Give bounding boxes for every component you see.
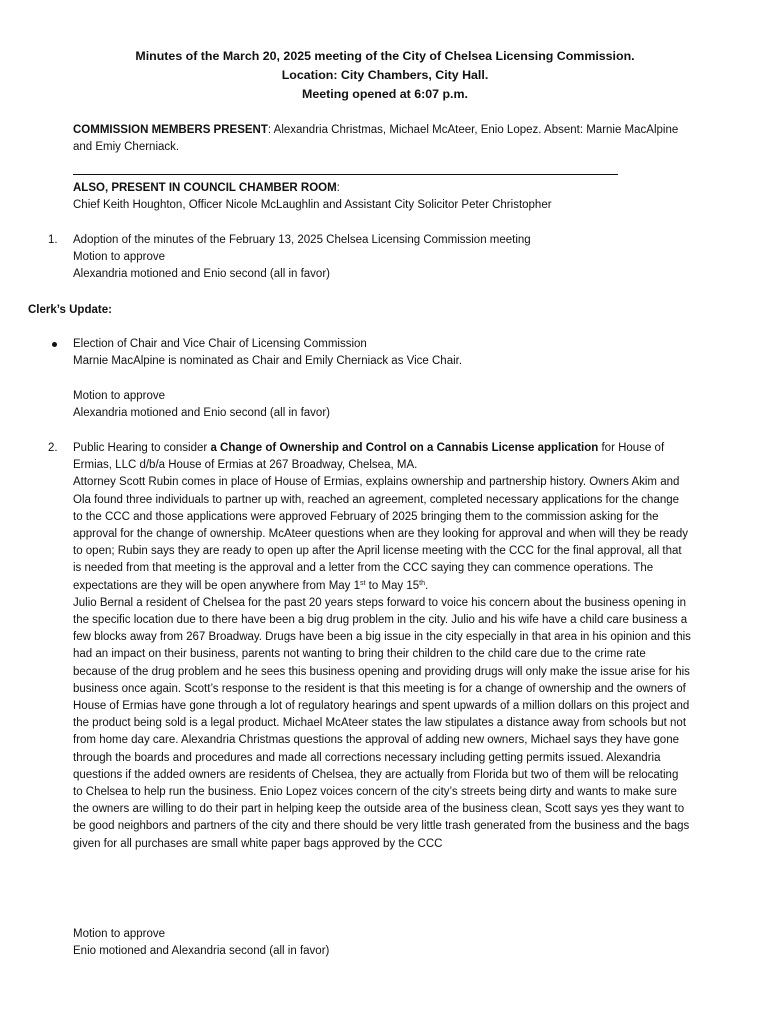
also-text: Chief Keith Houghton, Officer Nicole McLaughlin and Assistant City Solicitor Peter Christopher xyxy=(73,199,552,212)
item1-motion: Motion to approve xyxy=(73,251,166,264)
bullet-icon xyxy=(52,342,57,347)
document-header xyxy=(0,47,770,104)
agenda-item-2 xyxy=(48,440,691,853)
also-present xyxy=(73,180,693,214)
members-present xyxy=(73,122,693,156)
item-number: 2. xyxy=(48,442,58,454)
motion-election xyxy=(73,388,693,422)
item2-intro: Public Hearing to consider a Change of Ownership and Control on a Cannabis License application for House of Ermias, LLC d/b/a House of Ermias at 267 Broadway, Chelsea, MA. xyxy=(73,442,665,472)
header-title: Minutes of the March 20, 2025 meeting of the City of Chelsea Licensing Commission. xyxy=(135,49,635,63)
motion-a-vote: Alexandria motioned and Enio second (all in favor) xyxy=(73,407,330,420)
item2-paragraph-2: Julio Bernal a resident of Chelsea for the past 20 years steps forward to voice his concern about the business opening in the specific location due to there have been a big drug problem in the city. Julio and his wife have a child care business a few blocks away from 267 Broadway. Drugs have been a big issue in the city especially in that area in his opinion and this had an impact on their business, parents not wanting to bring their children to the child care due to the crime rate because of the drug problem and he sees this business opening and providing drugs will only make the issue arise for his business once again. Scott’s response to the resident is that this meeting is for a change of ownership and the owners of House of Ermias have gone through a lot of regulatory hearings and spent upwards of a million dollars on this project and the product being sold is a legal product. Michael McAteer states the law stipulates a distance away from schools but not from home day care. Alexandria Christmas questions the approval of adding new owners, Michael says they have gone through the boards and procedures and made all corrections necessary including getting permits issued. Alexandria questions if the added owners are residents of Chelsea, they are actually from Florida but two of them will be relocating to Chelsea to help run the business. Enio Lopez voices concern of the city’s streets being dirty and wants to make sure the owners are willing to do their part in helping keep the outside area of the business clean, Scott says yes they want to be good neighbors and partners of the city and there should be very little trash generated from the business and the bags given for all purchases are small white paper bags approved by the CCC xyxy=(73,596,691,850)
members-text: : Alexandria Christmas, Michael McAteer, Enio Lopez. Absent: Marnie MacAlpine and Emiy Cherniack. xyxy=(73,124,679,154)
also-colon: : xyxy=(336,182,340,194)
item1-vote: Alexandria motioned and Enio second (all in favor) xyxy=(73,268,330,281)
header-location: Location: City Chambers, City Hall. xyxy=(281,68,489,82)
agenda-item-1 xyxy=(48,232,693,284)
item1-title: Adoption of the minutes of the February 13, 2025 Chelsea Licensing Commission meeting xyxy=(73,234,531,246)
separator-line xyxy=(73,174,618,175)
members-label: COMMISSION MEMBERS PRESENT xyxy=(73,124,268,136)
item-number: 1. xyxy=(48,234,58,246)
bullet-text: Marnie MacAlpine is nominated as Chair and Emily Cherniack as Vice Chair. xyxy=(73,355,463,368)
item2-paragraph-1: Attorney Scott Rubin comes in place of House of Ermias, explains ownership and partnership history. Owners Akim and Ola found three individuals to partner up with, reached an agreement, completed necessary applications for the change to the CCC and those applications were approved February of 2025 bringing them to the commission asking for the approval for the change of ownership. McAteer questions when are they looking for approval and when will they be ready to open; Rubin says they are ready to open up after the April license meeting with the CCC for the final approval, all that is needed from that meeting is the approval and a letter from the CCC saying they can commence operations. The expectations are they will be open anywhere from May 1st to May 15th. xyxy=(73,476,688,592)
item2-intro-bold: a Change of Ownership and Control on a Cannabis License application xyxy=(210,442,599,454)
also-label: ALSO, PRESENT IN COUNCIL CHAMBER ROOM xyxy=(73,182,337,194)
header-opened-time: Meeting opened at 6:07 p.m. xyxy=(302,87,468,101)
bullet-item-election xyxy=(73,336,693,370)
clerk-update-heading: Clerk’s Update: xyxy=(28,304,112,316)
motion-item-2 xyxy=(73,926,693,960)
motion-a-text: Motion to approve xyxy=(73,390,166,402)
motion-b-vote: Enio motioned and Alexandria second (all in favor) xyxy=(73,945,330,958)
motion-b-text: Motion to approve xyxy=(73,928,166,940)
bullet-title: Election of Chair and Vice Chair of Licensing Commission xyxy=(73,338,367,350)
